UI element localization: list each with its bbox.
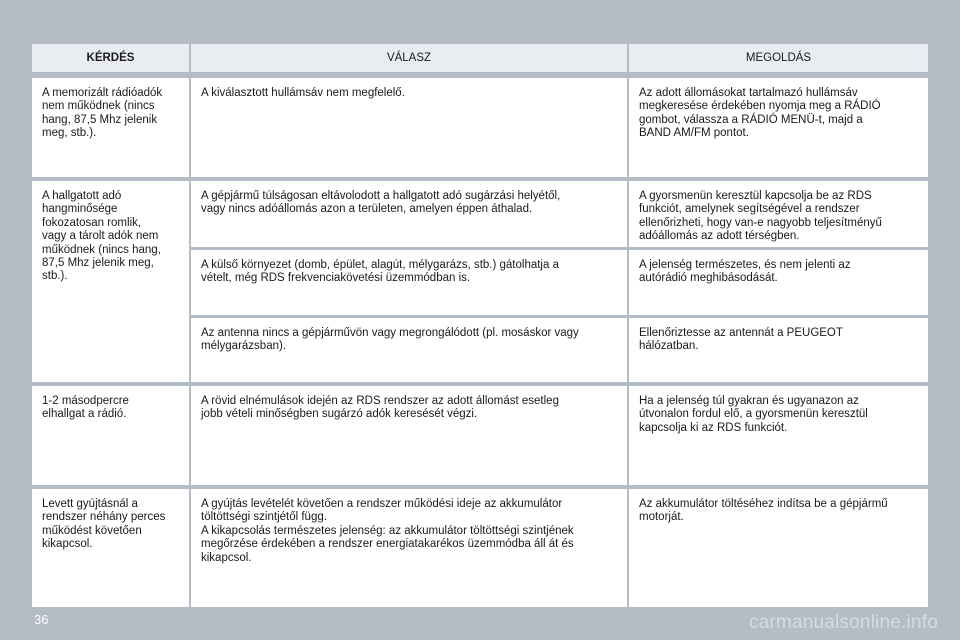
solution-cell: A jelenség természetes, és nem jelenti az autórádió meghibásodását. bbox=[629, 250, 928, 315]
watermark: carmanualsonline.info bbox=[748, 612, 938, 633]
answer-cell: A gyújtás levételét követően a rendszer működési ideje az akkumulátor töltöttségi szintjétől függ. A kikapcsolás természetes jelenség: az akkumulátor töltöttségi szintjének megőrzése érdekében a rendszer energiatakarékos üzemmódba áll át és kikapcsol. bbox=[191, 489, 627, 607]
question-cell: Levett gyújtásnál a rendszer néhány perces működést követően kikapcsol. bbox=[32, 489, 189, 607]
question-cell: A hallgatott adó hangminősége fokozatosan romlik, vagy a tárolt adók nem működnek (nincs hang, 87,5 Mhz jelenik meg, stb.). bbox=[32, 181, 189, 382]
header-answer: VÁLASZ bbox=[191, 44, 627, 72]
header-solution: MEGOLDÁS bbox=[629, 44, 928, 72]
page-number: 36 bbox=[34, 612, 49, 627]
answer-cell: A gépjármű túlságosan eltávolodott a hallgatott adó sugárzási helyétől, vagy nincs adóállomás azon a területen, amelyen éppen áthalad. bbox=[191, 181, 627, 247]
solution-cell: Ellenőriztesse az antennát a PEUGEOT hálózatban. bbox=[629, 318, 928, 382]
solution-cell: A gyorsmenün keresztül kapcsolja be az RDS funkciót, amelynek segítségével a rendszer ellenőrizheti, hogy van-e nagyobb teljesítményű adóállomás az adott térségben. bbox=[629, 181, 928, 247]
question-cell: 1-2 másodpercre elhallgat a rádió. bbox=[32, 386, 189, 485]
solution-cell: Az akkumulátor töltéséhez indítsa be a gépjármű motorját. bbox=[629, 489, 928, 607]
header-question: KÉRDÉS bbox=[32, 44, 189, 72]
question-cell: A memorizált rádióadók nem működnek (nincs hang, 87,5 Mhz jelenik meg, stb.). bbox=[32, 78, 189, 177]
answer-cell: A külső környezet (domb, épület, alagút, mélygarázs, stb.) gátolhatja a vételt, még RDS frekvenciakövetési üzemmódban is. bbox=[191, 250, 627, 315]
solution-cell: Ha a jelenség túl gyakran és ugyanazon az útvonalon fordul elő, a gyorsmenün keresztül kapcsolja ki az RDS funkciót. bbox=[629, 386, 928, 485]
answer-cell: A kiválasztott hullámsáv nem megfelelő. bbox=[191, 78, 627, 177]
solution-cell: Az adott állomásokat tartalmazó hullámsáv megkeresése érdekében nyomja meg a RÁDIÓ gombot, válassza a RÁDIÓ MENÜ-t, majd a BAND AM/FM pontot. bbox=[629, 78, 928, 177]
answer-cell: Az antenna nincs a gépjárművön vagy megrongálódott (pl. mosáskor vagy mélygarázsban). bbox=[191, 318, 627, 382]
answer-cell: A rövid elnémulások idején az RDS rendszer az adott állomást esetleg jobb vételi minőségben sugárzó adók keresését végzi. bbox=[191, 386, 627, 485]
